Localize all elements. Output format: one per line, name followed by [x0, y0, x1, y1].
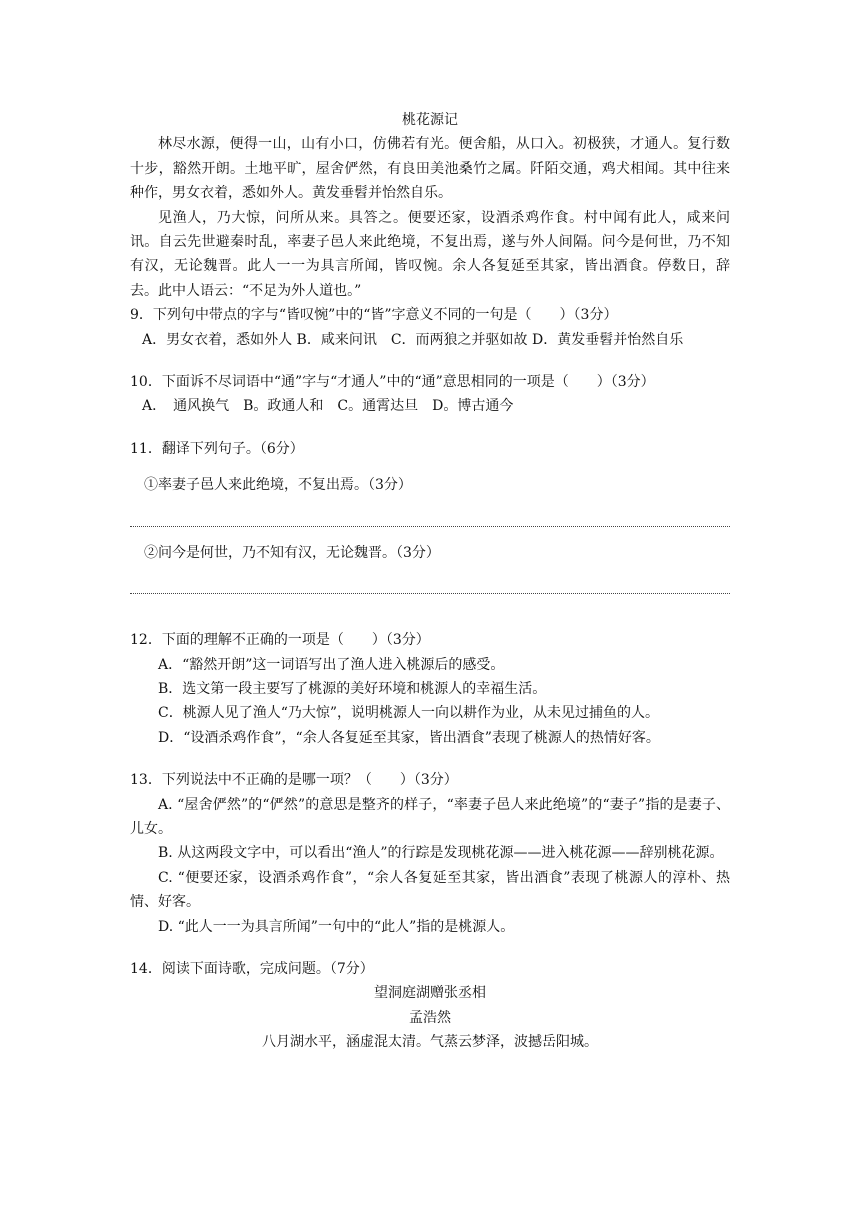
- question-10-stem: 10．下面诉不尽词语中“通”字与“才通人”中的“通”意思相同的一项是（ ）（3分）: [130, 374, 655, 391]
- question-14-stem: 14．阅读下面诗歌，完成问题。（7分）: [130, 960, 374, 977]
- poem-title: 望洞庭湖赠张丞相: [374, 985, 486, 1002]
- question-12-option-a: A．“豁然开朗”这一词语写出了渔人进入桃源后的感受。: [158, 656, 505, 673]
- question-12-option-c: C．桃源人见了渔人“乃大惊”，说明桃源人一向以耕作为业，从未见过捕鱼的人。: [158, 705, 660, 722]
- question-12-option-d: D．“设酒杀鸡作食”，“余人各复延至其家，皆出酒食”表现了桃源人的热情好客。: [158, 729, 660, 746]
- question-13-option-c: C. “便要还家，设酒杀鸡作食”，“余人各复延至其家，皆出酒食”表现了桃源人的淳朴、热情、好客。: [130, 869, 730, 911]
- question-13-option-d: D. “此人一一为具言所闻”一句中的“此人”指的是桃源人。: [158, 918, 515, 935]
- passage-paragraph-2: 见渔人，乃大惊，问所从来。具答之。便要还家，设酒杀鸡作食。村中闻有此人，咸来问讯。自云先世避秦时乱，率妻子邑人来此绝境，不复出焉，遂与外人间隔。问今是何世，乃不知有汉，无论魏晋。此人一一为具言所闻，皆叹惋。余人各复延至其家，皆出酒食。停数日，辞去。此中人语云：“不足为外人道也。”: [130, 209, 730, 299]
- question-13-stem: 13．下列说法中不正确的是哪一项？（ ）（3分）: [130, 772, 458, 789]
- question-13-option-a: A. “屋舍俨然”的“俨然”的意思是整齐的样子，“率妻子邑人来此绝境”的“妻子”指的是妻子、儿女。: [130, 796, 730, 837]
- question-12-option-b: B．选文第一段主要写了桃源的美好环境和桃源人的幸福生活。: [158, 680, 547, 697]
- question-13-option-b: B. 从这两段文字中，可以看出“渔人”的行踪是发现桃花源——进入桃花源——辞别桃花源。: [158, 845, 724, 862]
- passage-paragraph-1: 林尽水源，便得一山，山有小口，仿佛若有光。便舍船，从口入。初极狭，才通人。复行数十步，豁然开朗。土地平旷，屋舍俨然，有良田美池桑竹之属。阡陌交通，鸡犬相闻。其中往来种作，男女衣着，悉如外人。黄发垂髫并怡然自乐。: [130, 136, 730, 202]
- question-10-options: A． 通风换气 B。政通人和 C。通霄达旦 D。博古通今: [142, 398, 514, 415]
- question-11-sentence-1: ①率妻子邑人来此绝境，不复出焉。（3分）: [144, 477, 412, 494]
- poem-author: 孟浩然: [409, 1009, 451, 1026]
- question-11-sentence-2: ②问今是何世，乃不知有汉，无论魏晋。（3分）: [144, 544, 440, 561]
- document-page: [130, 108, 730, 1055]
- question-11-stem: 11．翻译下列句子。（6分）: [130, 440, 304, 457]
- question-9-options: A．男女衣着，悉如外人 B．咸来问讯 C．而两狼之并驱如故 D．黄发垂髫并怡然自乐: [142, 331, 684, 348]
- question-12-stem: 12．下面的理解不正确的一项是（ ）（3分）: [130, 632, 430, 649]
- passage-title: 桃花源记: [402, 112, 458, 128]
- question-9-stem: 9．下列句中带点的字与“皆叹惋”中的“皆”字意义不同的一句是（ ）（3分）: [130, 307, 618, 324]
- poem-line-1: 八月湖水平，涵虚混太清。气蒸云梦泽，波撼岳阳城。: [262, 1034, 598, 1051]
